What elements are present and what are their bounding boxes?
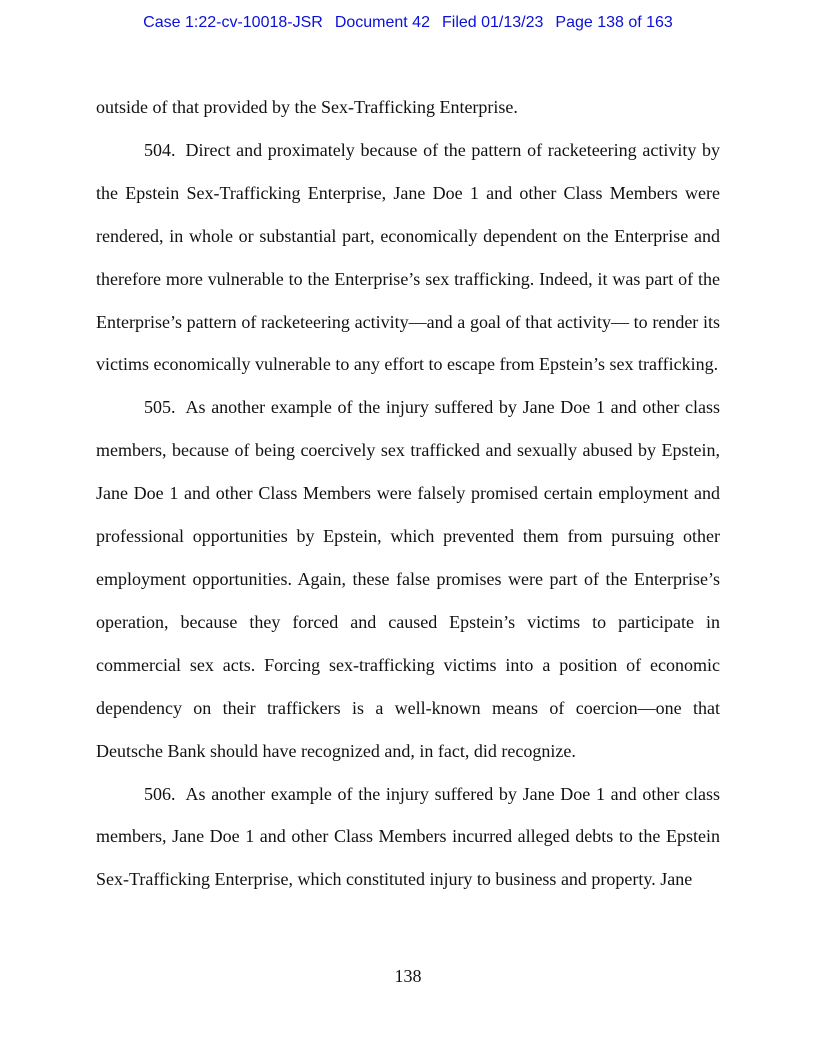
document-body bbox=[96, 86, 720, 901]
ecf-header bbox=[0, 14, 816, 32]
paragraph-504 bbox=[96, 129, 720, 386]
paragraph-continuation bbox=[96, 86, 720, 129]
document-number: Document 42 bbox=[334, 14, 430, 31]
filed-date: Filed 01/13/23 bbox=[441, 14, 544, 31]
page-number: 138 bbox=[394, 966, 422, 986]
paragraph-text: As another example of the injury suffered by Jane Doe 1 and other class members, Jane Doe 1 and other Class Members incurred alleged debts to the Epstein Sex-Trafficking Enterprise, which constituted injury to business and property. Jane bbox=[96, 783, 720, 890]
page-count: Page 138 of 163 bbox=[555, 14, 673, 31]
paragraph-text: outside of that provided by the Sex-Trafficking Enterprise. bbox=[96, 97, 518, 117]
paragraph-number: 504. bbox=[144, 139, 176, 160]
paragraph-text: As another example of the injury suffered by Jane Doe 1 and other class members, because of being coercively sex trafficked and sexually abused by Epstein, Jane Doe 1 and other Class Members were falsely promised certain employment and professional opportunities by Epstein, which prevented them from pursuing other employment opportunities. Again, these false promises were part of the Enterprise’s operation, because they forced and caused Epstein’s victims to participate in commercial sex acts. Forcing sex-trafficking victims into a position of economic dependency on their traffickers is a well-known means of coercion—one that Deutsche Bank should have recognized and, in fact, did recognize. bbox=[96, 397, 720, 761]
paragraph-text: Direct and proximately because of the pattern of racketeering activity by the Epstein Sex-Trafficking Enterprise, Jane Doe 1 and other Class Members were rendered, in whole or substantial part, economically dependent on the Enterprise and therefore more vulnerable to the Enterprise’s sex trafficking. Indeed, it was part of the Enterprise’s pattern of racketeering activity—and a goal of that activity— to render its victims economically vulnerable to any effort to escape from Epstein’s sex trafficking. bbox=[96, 139, 720, 375]
case-number: Case 1:22-cv-10018-JSR bbox=[143, 14, 323, 31]
paragraph-506 bbox=[96, 773, 720, 902]
paragraph-505 bbox=[96, 386, 720, 772]
paragraph-number: 505. bbox=[144, 397, 176, 418]
paragraph-number: 506. bbox=[144, 783, 176, 804]
